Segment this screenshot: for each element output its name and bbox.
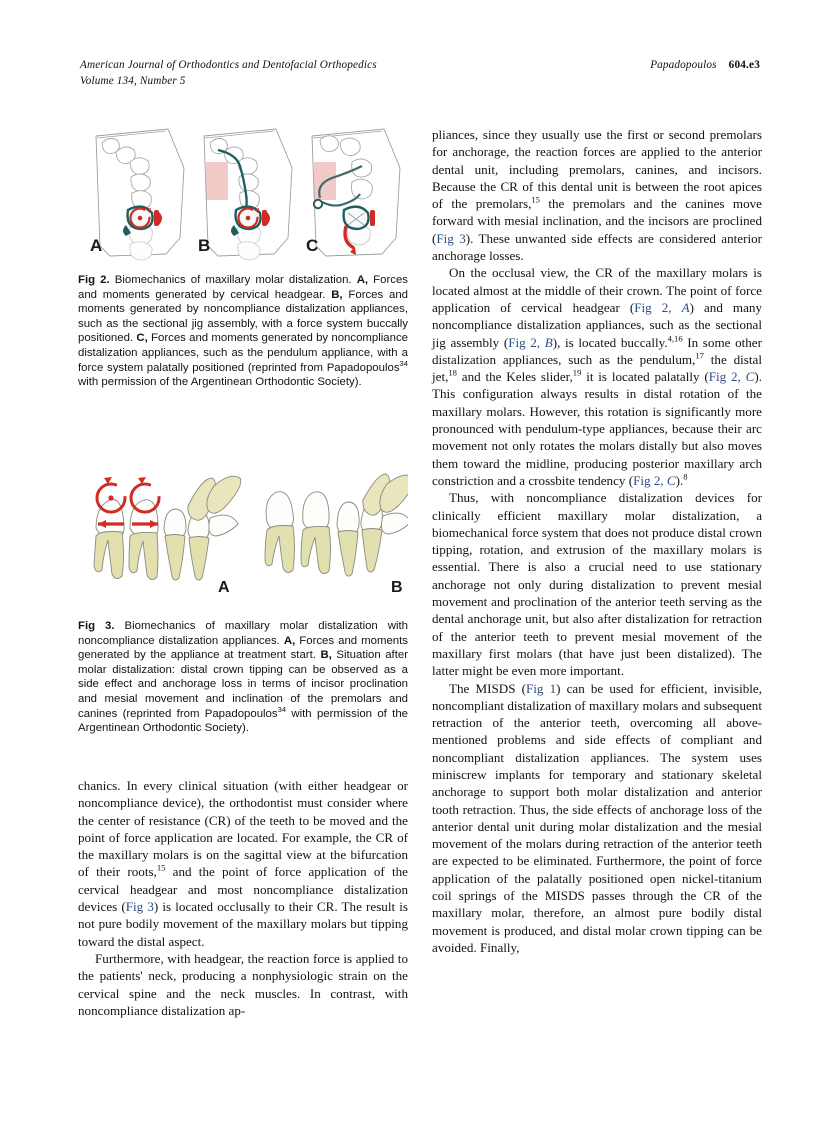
- center-of-resistance-a: [138, 216, 143, 221]
- figure-3-illustration: [78, 470, 408, 610]
- journal-volume-issue: Volume 134, Number 5: [80, 74, 186, 87]
- left-column-text: [78, 777, 408, 1019]
- figure-reference-link[interactable]: Fig 3: [125, 899, 154, 915]
- figure-3: [78, 470, 408, 736]
- figure-2-label: Fig 2.: [78, 274, 110, 286]
- running-head: [80, 58, 760, 94]
- force-arrow-a: [154, 210, 159, 226]
- molar-band-c: [344, 207, 369, 229]
- figure-reference-link[interactable]: Fig 3: [436, 230, 466, 246]
- figure-reference-link[interactable]: Fig 1: [525, 680, 557, 696]
- paragraph: On the occlusal view, the CR of the maxillary molars is located almost at the middle of their crown. The point of force application of cervical headgear (Fig 2, A) and many noncompliance distalization appliances, such as the sectional jig assembly (Fig 2, B), is located buccally.$^{4,16}$ In some other distalization appliances, such as the pendulum,$^{17}$ the distal jet,$^{18}$ and the Keles slider,$^{19}$ it is located palatally (Fig 2, C). This configuration always results in distal rotation of the maxillary molars. However, this rotation is significantly more pronounced with pendulum-type appliances, because their arc movement not only rotates the molars distally but also moves them toward the midline, producing posterior maxillary arch constriction and a crossbite tendency (Fig 2, C).$^8$: [432, 265, 762, 488]
- figure-2-caption-text: Biomechanics of maxillary molar distalization. A, Forces and moments generated by cervical headgear. B, Forces and moments generated by noncompliance distalization appliances, such as the sectional jig assembly, with a force system buccally positioned. C, Forces and moments generated by noncompliance distalization appliances, such as the pendulum appliance, with a force system palatally positioned (reprinted from Papadopoulos$^{34}$ with permission of the Argentinean Orthodontic Society).: [78, 274, 409, 389]
- figure-3-caption: [78, 619, 408, 736]
- figure-3-panel-label-a: A: [218, 579, 230, 596]
- figure-reference-link[interactable]: Fig 2, B: [508, 334, 553, 350]
- paragraph: The MISDS (Fig 1) can be used for efficient, invisible, noncompliant distalization of maxillary molars and subsequent retraction of the anterior teeth, overcoming all above-mentioned problems and side effects of compliant and noncompliant distalization appliances. The system uses miniscrew implants for temporary and stationary skeletal anchorage to support both molar distalization and anterior tooth retraction. Thus, the side effects of anchorage loss of the anterior dental unit during molar distalization and the mesial movement of the molars during retraction of the anterior teeth are expected to be eliminated. Furthermore, the point of force application of the palatally positioned open nickel-titanium coil springs of the MISDS passes through the CR of the maxillary molar, therefore, an almost pure bodily distal movement is produced, and distal molar crown tipping can be avoided. Finally,: [432, 680, 763, 955]
- center-of-resistance-molar1-a: [108, 495, 113, 500]
- molar2-crown-b: [303, 492, 329, 530]
- figure-3-caption-text: Biomechanics of maxillary molar distalization with noncompliance distalization appliances. A, Forces and moments generated by the appliance at treatment start. B, Situation after molar distalization: distal crown tipping can be observed as a side effect and anchorage loss in terms of incisor proclination and mesial movement and inclination of the premolars and canines (reprinted from Papadopoulos$^{34}$ with permission of the Argentinean Orthodontic Society).: [78, 620, 408, 735]
- figure-2: [78, 126, 408, 390]
- author-name: Papadopoulos: [650, 59, 717, 71]
- running-head-right: [650, 58, 760, 74]
- right-column-text: [432, 126, 762, 956]
- paragraph: Furthermore, with headgear, the reaction force is applied to the patients' neck, producing a nonphysiologic strain on the cervical spine and the neck muscles. In contrast, with noncompliance distalization ap-: [78, 950, 408, 1018]
- palatal-tissue-b: [206, 162, 228, 200]
- force-arrow-b: [262, 210, 267, 226]
- figure-2-panel-label-a: A: [90, 236, 103, 255]
- figure-2-caption: [78, 273, 408, 390]
- premolar1-crown-a: [164, 509, 186, 538]
- journal-title: American Journal of Orthodontics and Dentofacial Orthopedics: [80, 59, 377, 71]
- palatal-acrylic-button-c: [314, 200, 322, 208]
- figure-3-panel-label-b: B: [391, 579, 403, 596]
- force-arrow-c: [370, 210, 375, 226]
- figure-reference-link[interactable]: Fig 2, C: [708, 369, 755, 385]
- figure-reference-link[interactable]: Fig 2, C: [633, 472, 676, 488]
- figure-2-panel-label-c: C: [306, 236, 319, 255]
- journal-title-block: [80, 58, 377, 89]
- figure-reference-link[interactable]: Fig 2, A: [634, 299, 690, 315]
- figure-3-label: Fig 3.: [78, 620, 115, 632]
- page-number: 604.e3: [728, 59, 760, 71]
- paragraph: chanics. In every clinical situation (with either headgear or noncompliance device), the orthodontist must consider where the center of resistance (CR) of the teeth to be moved and the point of force application are located. For example, the CR of the maxillary molars is on the sagittal view at the bifurcation of their roots,$^{15}$ and the point of force application of the cervical headgear and most noncompliance distalization devices (Fig 3) is located occlusally to their CR. The result is not pure bodily movement of the maxillary molars but tipping toward the distal aspect.: [78, 778, 408, 949]
- paragraph: Thus, with noncompliance distalization devices for clinically efficient maxillary molar distalization, a biomechanical force system that does not produce distal crown tipping, rotation, and extrusion of the maxillary molars is essential. There is also a crucial need to use stationary anchorage not only during distalization to prevent mesial movement and proclination of the anterior teeth serving as the dental anchorage unit, but also after distalization for retraction of the anterior teeth to prevent mesial movement of the maxillary first molars (that have just been distalized). The latter might be even more important.: [432, 490, 762, 679]
- paragraph: pliances, since they usually use the first or second premolars for anchorage, the reaction forces are applied to the anterior dental unit, including premolars, canines, and incisors. Because the CR of this dental unit is between the root apices of the premolars,$^{15}$ the premolars and the canines move forward with mesial inclination, and the incisors are proclined (Fig 3). These unwanted side effects are considered anterior anchorage losses.: [432, 127, 762, 264]
- figure-2-illustration: [78, 126, 408, 264]
- center-of-resistance-b: [246, 216, 251, 221]
- figure-2-panel-label-b: B: [198, 236, 211, 255]
